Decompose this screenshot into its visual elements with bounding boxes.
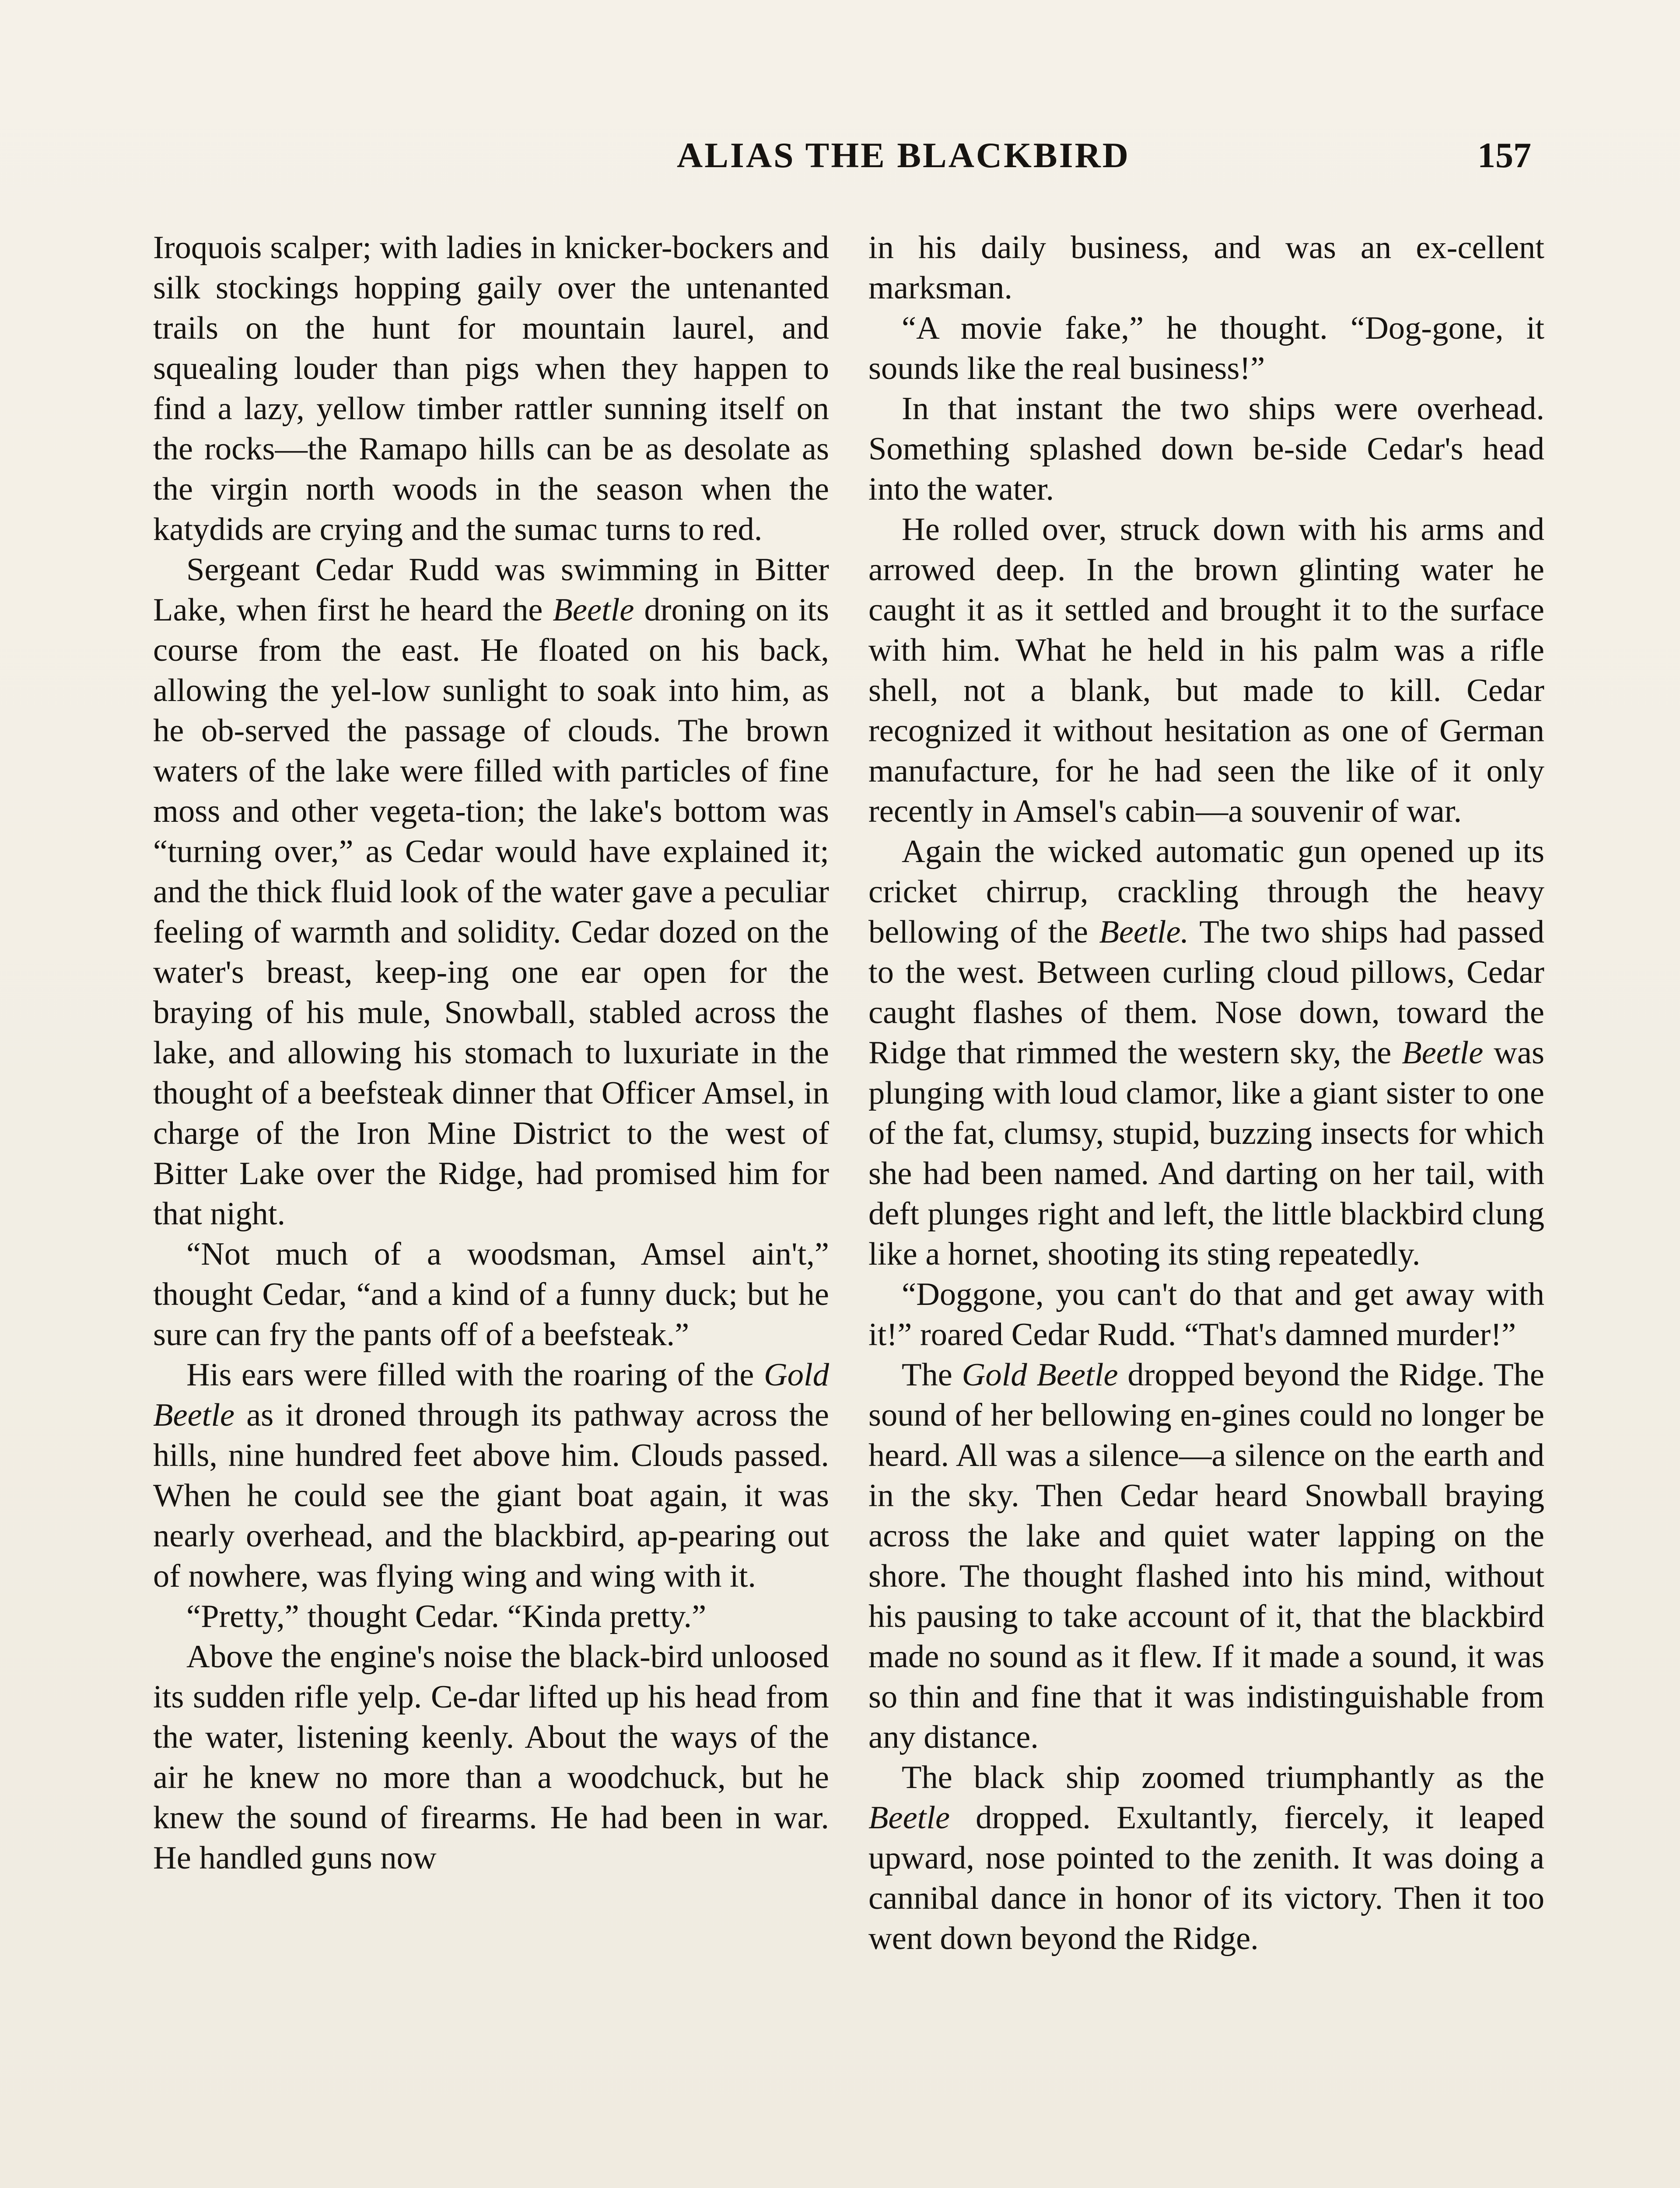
- paragraph: [153, 1637, 829, 1878]
- paragraph: [153, 1596, 829, 1637]
- italic-ship-name: Beetle.: [1099, 914, 1189, 950]
- italic-ship-name: Beetle: [553, 592, 634, 628]
- italic-ship-name: Gold Beetle: [962, 1357, 1118, 1393]
- right-column: [868, 228, 1544, 1959]
- paragraph: [868, 1274, 1544, 1355]
- paragraph-text: as it droned through its pathway across the hills, nine hundred feet above him. Clouds passed. When he could see the giant boat again, it was nearly overhead, and the blackbird, ap-pearing out of nowhere, was flying wing and wing with it.: [153, 1397, 829, 1594]
- paragraph: [153, 1355, 829, 1596]
- paragraph-text: Again the wicked automatic gun opened up its cricket chirrup, crackling through the heavy bellowing of the: [868, 834, 1544, 950]
- paragraph-text: In that instant the two ships were overhead. Something splashed down be-side Cedar's head into the water.: [868, 391, 1544, 507]
- page-number: 157: [1477, 135, 1531, 175]
- paragraph: [868, 1757, 1544, 1959]
- paragraph-text: The: [902, 1357, 962, 1393]
- paragraph: [868, 509, 1544, 831]
- paragraph-text: droning on its course from the east. He floated on his back, allowing the yel-low sunlight to soak into him, as he ob-served the passage of clouds. The brown waters of the lake were filled with particles of fine moss and other vegeta-tion; the lake's bottom was “turning over,” as Cedar would have explained it; and the thick fluid look of the water gave a peculiar feeling of warmth and solidity. Cedar dozed on the water's breast, keep-ing one ear open for the braying of his mule, Snowball, stabled across the lake, and allowing his stomach to luxuriate in the thought of a beefsteak dinner that Officer Amsel, in charge of the Iron Mine District to the west of Bitter Lake over the Ridge, had promised him for that night.: [153, 592, 829, 1232]
- paragraph-text: “Pretty,” thought Cedar. “Kinda pretty.”: [186, 1599, 707, 1634]
- italic-ship-name: Gold Beetle: [153, 1357, 829, 1433]
- paragraph: [868, 1355, 1544, 1757]
- paragraph: [868, 308, 1544, 389]
- paragraph-text: Above the engine's noise the black-bird unloosed its sudden rifle yelp. Ce-dar lifted up his head from the water, listening keenly. About the ways of the air he knew no more than a woodchuck, but he knew the sound of firearms. He had been in war. He handled guns now: [153, 1639, 829, 1876]
- paragraph-text: dropped beyond the Ridge. The sound of her bellowing en-gines could no longer be heard. All was a silence—a silence on the earth and in the sky. Then Cedar heard Snowball braying across the lake and quiet water lapping on the shore. The thought flashed into his mind, without his pausing to take account of it, that the blackbird made no sound as it flew. If it made a sound, it was so thin and fine that it was indistinguishable from any distance.: [868, 1357, 1544, 1755]
- paragraph: [153, 1234, 829, 1355]
- running-title: ALIAS THE BLACKBIRD: [677, 135, 1130, 175]
- paragraph-text: Iroquois scalper; with ladies in knicker-bockers and silk stockings hopping gaily over the untenanted trails on the hunt for mountain laurel, and squealing louder than pigs when they happen to find a lazy, yellow timber rattler sunning itself on the rocks—the Ramapo hills can be as desolate as the virgin north woods in the season when the katydids are crying and the sumac turns to red.: [153, 230, 829, 547]
- page-header: [153, 131, 1531, 193]
- paragraph: [153, 550, 829, 1234]
- paragraph-text: The two ships had passed to the west. Between curling cloud pillows, Cedar caught flashes of them. Nose down, toward the Ridge that rimmed the western sky, the: [868, 914, 1544, 1071]
- paragraph-text: “Not much of a woodsman, Amsel ain't,” thought Cedar, “and a kind of a funny duck; but he sure can fry the pants off of a beefsteak.”: [153, 1236, 829, 1353]
- paragraph-text: in his daily business, and was an ex-cellent marksman.: [868, 230, 1544, 306]
- paragraph: [868, 228, 1544, 308]
- paragraph: [868, 389, 1544, 509]
- paragraph-text: The black ship zoomed triumphantly as the: [902, 1760, 1544, 1795]
- paragraph-text: He rolled over, struck down with his arms and arrowed deep. In the brown glinting water he caught it as it settled and brought it to the surface with him. What he held in his palm was a rifle shell, not a blank, but made to kill. Cedar recognized it without hesitation as one of German manufacture, for he had seen the like of it only recently in Amsel's cabin—a souvenir of war.: [868, 512, 1544, 829]
- paragraph: [153, 228, 829, 550]
- paragraph-text: dropped. Exultantly, fiercely, it leaped upward, nose pointed to the zenith. It was doing a cannibal dance in honor of its victory. Then it too went down beyond the Ridge.: [868, 1800, 1544, 1957]
- paragraph: [868, 831, 1544, 1274]
- italic-ship-name: Beetle: [868, 1800, 950, 1836]
- left-column: [153, 228, 829, 1878]
- italic-ship-name: Beetle: [1402, 1035, 1484, 1071]
- paragraph-text: His ears were filled with the roaring of the: [186, 1357, 764, 1393]
- paragraph-text: Sergeant Cedar Rudd was swimming in Bitter Lake, when first he heard the: [153, 552, 829, 628]
- paragraph-text: “A movie fake,” he thought. “Dog-gone, it sounds like the real business!”: [868, 310, 1544, 386]
- paragraph-text: was plunging with loud clamor, like a giant sister to one of the fat, clumsy, stupid, buzzing insects for which she had been named. And darting on her tail, with deft plunges right and left, the little blackbird clung like a hornet, shooting its sting repeatedly.: [868, 1035, 1544, 1272]
- paragraph-text: “Doggone, you can't do that and get away with it!” roared Cedar Rudd. “That's damned murder!”: [868, 1276, 1544, 1353]
